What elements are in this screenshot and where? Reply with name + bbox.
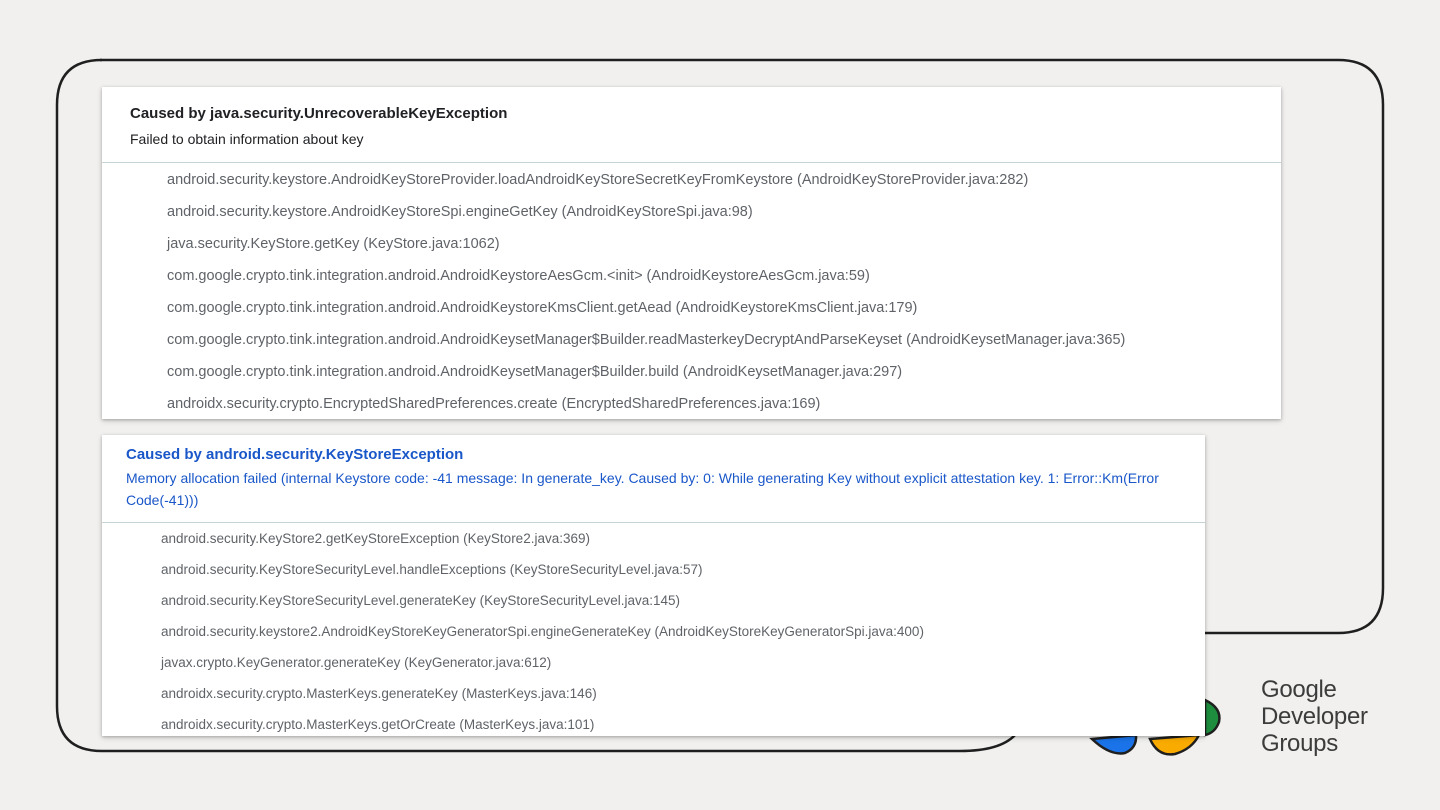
- stack-frame: android.security.keystore.AndroidKeyStoreSpi.engineGetKey (AndroidKeyStoreSpi.java:98): [167, 204, 753, 220]
- stack-frame: com.google.crypto.tink.integration.android.AndroidKeystoreAesGcm.<init> (AndroidKeystoreAesGcm.java:59): [167, 268, 870, 284]
- exception-title: Caused by java.security.UnrecoverableKeyException: [130, 105, 508, 122]
- stack-trace-list: [102, 163, 1281, 425]
- stack-frame: android.security.KeyStoreSecurityLevel.generateKey (KeyStoreSecurityLevel.java:145): [161, 593, 681, 608]
- stack-frame: androidx.security.crypto.MasterKeys.getOrCreate (MasterKeys.java:101): [161, 717, 595, 732]
- brand-line: Developer: [1261, 703, 1368, 730]
- exception-card-2: [102, 435, 1205, 736]
- exception-title: Caused by android.security.KeyStoreException: [126, 446, 464, 463]
- stack-frame: android.security.keystore.AndroidKeyStoreProvider.loadAndroidKeyStoreSecretKeyFromKeystore (AndroidKeyStoreProvider.java:282): [167, 172, 1029, 188]
- stack-frame: android.security.KeyStoreSecurityLevel.handleExceptions (KeyStoreSecurityLevel.java:57): [161, 562, 703, 577]
- stack-frame: com.google.crypto.tink.integration.android.AndroidKeysetManager$Builder.readMasterkeyDecryptAndParseKeyset (AndroidKeysetManager.java:365): [167, 332, 1126, 348]
- stack-frame: android.security.KeyStore2.getKeyStoreException (KeyStore2.java:369): [161, 531, 590, 546]
- stack-frame: androidx.security.crypto.MasterKeys.generateKey (MasterKeys.java:146): [161, 686, 597, 701]
- stack-trace-list: [102, 523, 1205, 736]
- stack-frame: com.google.crypto.tink.integration.android.AndroidKeysetManager$Builder.build (AndroidKeysetManager.java:297): [167, 364, 903, 380]
- exception-message: Memory allocation failed (internal Keystore code: -41 message: In generate_key. Caused by: 0: While generating Key without explicit attestation key. 1: Error::Km(Error Code(-41))): [126, 470, 1159, 508]
- stack-frame: java.security.KeyStore.getKey (KeyStore.java:1062): [167, 236, 500, 252]
- gdg-wordmark: [1261, 676, 1368, 757]
- exception-header: [102, 435, 1205, 523]
- exception-message: Failed to obtain information about key: [130, 131, 364, 147]
- exception-card-1: [102, 87, 1281, 419]
- stack-frame: com.google.crypto.tink.integration.android.AndroidKeystoreKmsClient.getAead (AndroidKeystoreKmsClient.java:179): [167, 300, 918, 316]
- stack-frame: androidx.security.crypto.EncryptedSharedPreferences.create (EncryptedSharedPreferences.java:169): [167, 396, 821, 412]
- stack-frame: android.security.keystore2.AndroidKeyStoreKeyGeneratorSpi.engineGenerateKey (AndroidKeyStoreKeyGeneratorSpi.java:400): [161, 624, 924, 639]
- stack-frame: javax.crypto.KeyGenerator.generateKey (KeyGenerator.java:612): [161, 655, 552, 670]
- brand-line: Google: [1261, 676, 1337, 703]
- exception-header: [102, 87, 1281, 163]
- brand-line: Groups: [1261, 730, 1338, 757]
